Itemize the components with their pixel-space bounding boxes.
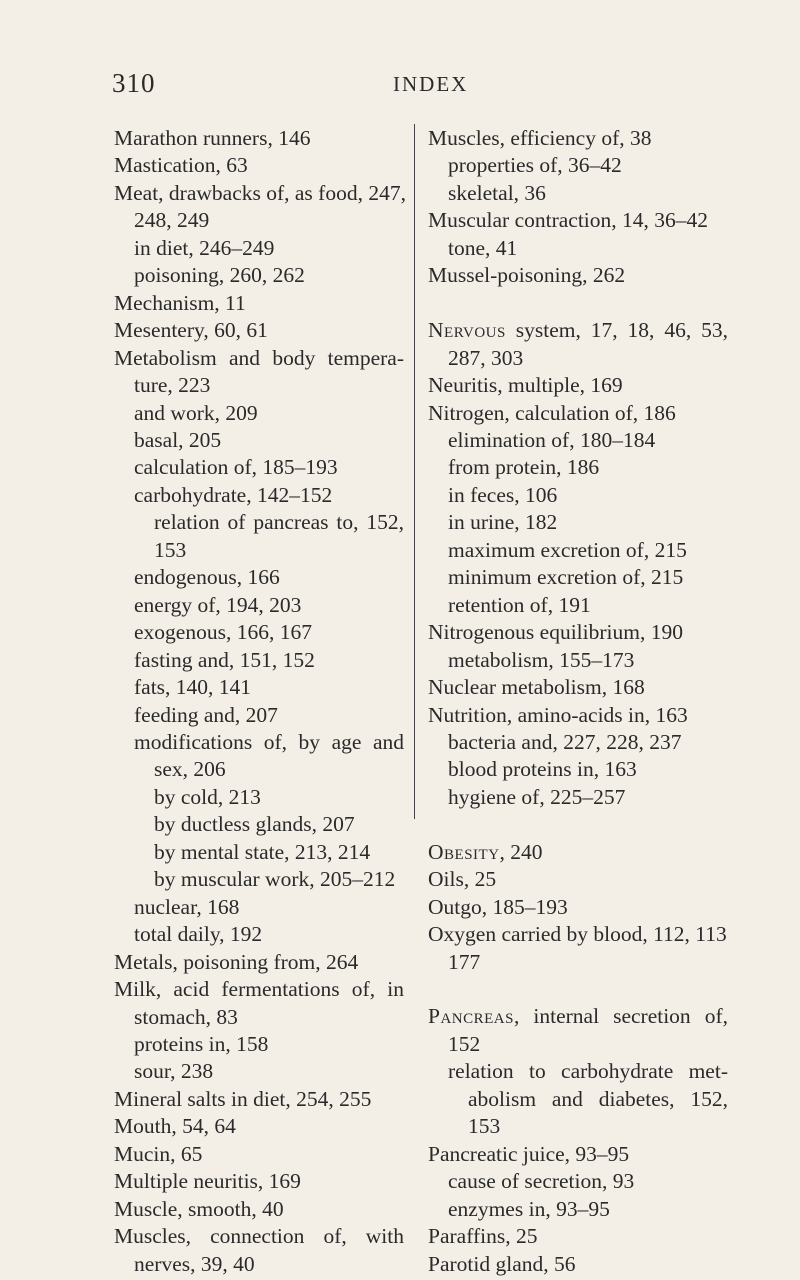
index-entry: Milk, acid fermentations of, in bbox=[114, 977, 404, 1002]
index-entry: Muscle, smooth, 40 bbox=[114, 1196, 284, 1221]
index-entry bbox=[428, 839, 728, 866]
index-subentry: sour, 238 bbox=[134, 1059, 214, 1084]
section-lead-word: Obesity bbox=[428, 839, 500, 864]
index-subentry: tone, 41 bbox=[448, 235, 518, 260]
index-entry bbox=[428, 1003, 728, 1030]
index-subentry: properties of, 36–42 bbox=[448, 153, 622, 178]
index-subentry: endogenous, 166 bbox=[134, 565, 280, 590]
index-subentry: calculation of, 185–193 bbox=[134, 455, 338, 480]
index-subentry: fats, 140, 141 bbox=[134, 675, 252, 700]
index-subentry: by mental state, 213, 214 bbox=[154, 839, 371, 864]
index-subentry: energy of, 194, 203 bbox=[134, 592, 302, 617]
index-subentry: 287, 303 bbox=[448, 345, 524, 370]
index-subentry: total daily, 192 bbox=[134, 922, 263, 947]
index-subentry: 153 bbox=[468, 1114, 501, 1139]
index-column-right bbox=[428, 125, 728, 1278]
index-entry: Nitrogen, calculation of, 186 bbox=[428, 400, 676, 425]
index-subentry: metabolism, 155–173 bbox=[448, 647, 635, 672]
index-subentry: abolism and diabetes, 152, bbox=[468, 1086, 728, 1111]
index-subentry: basal, 205 bbox=[134, 427, 222, 452]
index-entry: Oxygen carried by blood, 112, 113 bbox=[428, 922, 727, 947]
index-entry: Mineral salts in diet, 254, 255 bbox=[114, 1086, 372, 1111]
index-subentry: stomach, 83 bbox=[134, 1004, 238, 1029]
index-subentry: 152 bbox=[448, 1031, 481, 1056]
index-entry: Nutrition, amino-acids in, 163 bbox=[428, 702, 688, 727]
index-subentry: minimum excretion of, 215 bbox=[448, 565, 684, 590]
index-entry: Multiple neuritis, 169 bbox=[114, 1169, 301, 1194]
index-subentry: 177 bbox=[448, 949, 481, 974]
index-entry: Mastication, 63 bbox=[114, 153, 248, 178]
index-subentry: relation of pancreas to, 152, bbox=[154, 510, 404, 535]
index-subentry: ture, 223 bbox=[134, 373, 211, 398]
index-entry bbox=[428, 317, 728, 344]
index-subentry: in urine, 182 bbox=[448, 510, 558, 535]
index-entry: Mesentery, 60, 61 bbox=[114, 318, 268, 343]
index-subentry: relation to carbohydrate met- bbox=[448, 1059, 728, 1084]
index-subentry: fasting and, 151, 152 bbox=[134, 647, 315, 672]
index-entry: Muscles, connection of, with bbox=[114, 1224, 404, 1249]
index-entry: Nitrogenous equilibrium, 190 bbox=[428, 620, 683, 645]
index-subentry: feeding and, 207 bbox=[134, 702, 278, 727]
index-entry: Muscular contraction, 14, 36–42 bbox=[428, 208, 709, 233]
index-entry: Nuclear metabolism, 168 bbox=[428, 675, 645, 700]
index-column-left bbox=[114, 125, 404, 1278]
index-subentry: by muscular work, 205–212 bbox=[154, 867, 396, 892]
index-subentry: in feces, 106 bbox=[448, 482, 558, 507]
index-subentry: sex, 206 bbox=[154, 757, 226, 782]
index-subentry: in diet, 246–249 bbox=[134, 235, 275, 260]
index-subentry: poisoning, 260, 262 bbox=[134, 263, 305, 288]
page-number: 310 bbox=[112, 68, 156, 98]
index-subentry: bacteria and, 227, 228, 237 bbox=[448, 729, 682, 754]
index-subentry: modifications of, by age and bbox=[134, 729, 404, 754]
index-entry: Parotid gland, 56 bbox=[428, 1251, 576, 1276]
section-lead-word: Pancreas bbox=[428, 1004, 514, 1029]
index-subentry: by ductless glands, 207 bbox=[154, 812, 355, 837]
index-entry: Pancreatic juice, 93–95 bbox=[428, 1141, 630, 1166]
index-entry: Meat, drawbacks of, as food, 247, bbox=[114, 180, 406, 205]
page-title: INDEX bbox=[393, 72, 469, 96]
index-entry: Mechanism, 11 bbox=[114, 290, 246, 315]
index-subentry: blood proteins in, 163 bbox=[448, 757, 637, 782]
index-subentry: maximum excretion of, 215 bbox=[448, 537, 687, 562]
index-entry: Marathon runners, 146 bbox=[114, 126, 311, 150]
index-subentry: elimination of, 180–184 bbox=[448, 427, 656, 452]
index-subentry: exogenous, 166, 167 bbox=[134, 620, 312, 645]
index-subentry: nuclear, 168 bbox=[134, 894, 240, 919]
index-entry: Paraffins, 25 bbox=[428, 1224, 538, 1249]
index-entry: Muscles, efficiency of, 38 bbox=[428, 126, 652, 150]
index-subentry: from protein, 186 bbox=[448, 455, 600, 480]
index-subentry: carbohydrate, 142–152 bbox=[134, 482, 333, 507]
index-entry: Mouth, 54, 64 bbox=[114, 1114, 236, 1139]
index-subentry: cause of secretion, 93 bbox=[448, 1169, 635, 1194]
index-subentry: by cold, 213 bbox=[154, 784, 261, 809]
index-subentry: proteins in, 158 bbox=[134, 1031, 269, 1056]
section-gap bbox=[428, 811, 728, 838]
index-entry: Outgo, 185–193 bbox=[428, 894, 568, 919]
index-subentry: enzymes in, 93–95 bbox=[448, 1196, 610, 1221]
index-subentry: 153 bbox=[154, 537, 187, 562]
index-entry: Neuritis, multiple, 169 bbox=[428, 373, 623, 398]
index-subentry: hygiene of, 225–257 bbox=[448, 784, 626, 809]
index-entry-text: system, 17, 18, 46, 53, bbox=[505, 318, 728, 343]
section-lead-word: Nervous bbox=[428, 318, 506, 343]
index-entry: Oils, 25 bbox=[428, 867, 497, 892]
index-entry: Mucin, 65 bbox=[114, 1141, 203, 1166]
index-entry: Metals, poisoning from, 264 bbox=[114, 949, 359, 974]
index-entry-text: , 240 bbox=[499, 839, 543, 864]
index-subentry: 248, 249 bbox=[134, 208, 210, 233]
section-gap bbox=[428, 976, 728, 1003]
column-divider bbox=[414, 124, 415, 819]
index-subentry: retention of, 191 bbox=[448, 592, 591, 617]
index-subentry: nerves, 39, 40 bbox=[134, 1251, 255, 1276]
index-subentry: and work, 209 bbox=[134, 400, 258, 425]
index-entry: Mussel-poisoning, 262 bbox=[428, 263, 626, 288]
section-gap bbox=[428, 290, 728, 317]
index-entry: Metabolism and body tempera- bbox=[114, 345, 404, 370]
index-entry-text: , internal secretion of, bbox=[513, 1004, 728, 1029]
index-subentry: skeletal, 36 bbox=[448, 180, 546, 205]
